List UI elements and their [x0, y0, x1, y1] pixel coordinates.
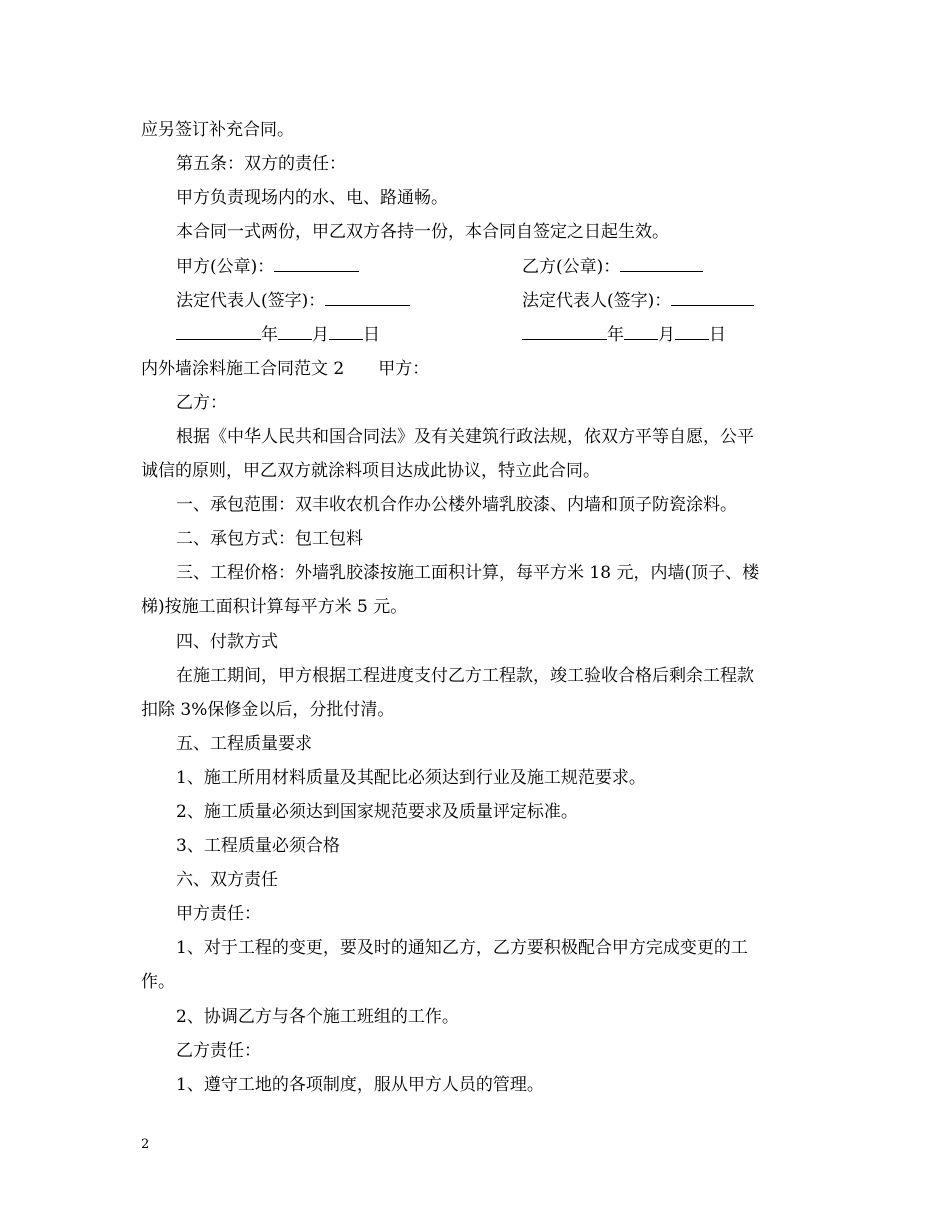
text-line: 乙方责任：: [176, 1041, 261, 1061]
text-line: 扣除 3%保修金以后，分批付清。: [141, 700, 395, 720]
text-line: 甲方责任：: [176, 904, 261, 924]
page-number: 2: [141, 1137, 150, 1152]
text-line: 甲方负责现场内的水、电、路通畅。: [176, 188, 448, 208]
day-label: 日: [363, 325, 380, 345]
month-label: 月: [312, 325, 329, 345]
clause-heading: 六、双方责任: [176, 870, 278, 890]
date-line-a: [176, 324, 380, 346]
date-line-b: [522, 324, 726, 346]
blank-underline: [624, 324, 658, 340]
blank-underline: [671, 290, 754, 306]
text-line: 根据《中华人民共和国合同法》及有关建筑行政法规，依双方平等自愿，公平: [176, 427, 754, 447]
text-line: 乙方：: [176, 393, 227, 413]
party-a-seal-line: [176, 256, 359, 278]
article-heading: 第五条：双方的责任：: [176, 154, 346, 174]
clause-heading: 四、付款方式: [176, 632, 278, 652]
list-item: 1、施工所用材料质量及其配比必须达到行业及施工规范要求。: [176, 768, 646, 788]
text-line: 本合同一式两份，甲乙双方各持一份，本合同自签定之日起生效。: [176, 222, 669, 242]
party-a-seal-label: 甲方(公章)：: [176, 257, 275, 277]
blank-underline: [329, 324, 363, 340]
blank-underline: [620, 256, 703, 272]
list-item: 1、对于工程的变更，要及时的通知乙方，乙方要积极配合甲方完成变更的工: [176, 938, 748, 958]
blank-underline: [176, 324, 261, 340]
text-line: 梯)按施工面积计算每平方米 5 元。: [141, 597, 408, 617]
text-line: 作。: [141, 972, 175, 992]
text-line: 诚信的原则，甲乙双方就涂料项目达成此协议，特立此合同。: [141, 461, 600, 481]
list-item: 3、工程质量必须合格: [176, 836, 340, 856]
text-line: 应另签订补充合同。: [141, 120, 294, 140]
party-b-seal-line: [522, 256, 703, 278]
legal-rep-a-line: [176, 290, 410, 312]
list-item: 2、协调乙方与各个施工班组的工作。: [176, 1007, 459, 1027]
year-label: 年: [261, 325, 278, 345]
legal-rep-a-label: 法定代表人(签字)：: [176, 291, 326, 311]
text-line: 在施工期间，甲方根据工程进度支付乙方工程款，竣工验收合格后剩余工程款: [176, 666, 754, 686]
blank-underline: [278, 324, 312, 340]
month-label: 月: [658, 325, 675, 345]
blank-underline: [522, 324, 607, 340]
year-label: 年: [607, 325, 624, 345]
legal-rep-b-label: 法定代表人(签字)：: [522, 291, 672, 311]
clause-heading: 一、承包范围：双丰收农机合作办公楼外墙乳胶漆、内墙和顶子防瓷涂料。: [176, 495, 737, 515]
party-b-seal-label: 乙方(公章)：: [522, 257, 621, 277]
clause-heading: 五、工程质量要求: [176, 734, 312, 754]
clause-heading: 二、承包方式：包工包料: [176, 529, 363, 549]
list-item: 1、遵守工地的各项制度，服从甲方人员的管理。: [176, 1075, 544, 1095]
list-item: 2、施工质量必须达到国家规范要求及质量评定标准。: [176, 802, 578, 822]
clause-heading: 三、工程价格：外墙乳胶漆按施工面积计算，每平方米 18 元，内墙(顶子、楼: [176, 563, 760, 583]
legal-rep-b-line: [522, 290, 754, 312]
contract-title: 内外墙涂料施工合同范文 2 甲方：: [141, 359, 430, 379]
blank-underline: [274, 256, 359, 272]
day-label: 日: [709, 325, 726, 345]
blank-underline: [675, 324, 709, 340]
blank-underline: [325, 290, 410, 306]
